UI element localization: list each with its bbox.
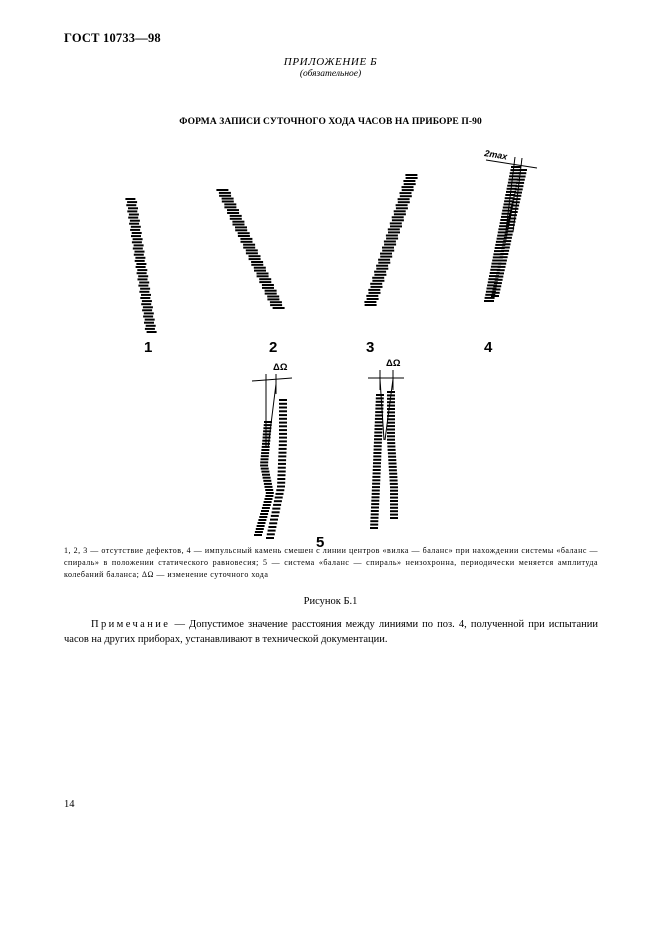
label-4: 4 bbox=[484, 339, 493, 356]
figure-legend: 1, 2, 3 — отсутствие дефектов, 4 — импульсный камень смешен с линии центров «вилка — баланс» при нахождении системы «баланс — спираль» в положении статического равновесия; 5 — система «баланс — спираль» неизохронна, периодически меняется амплитуда колебаний баланса; ΔΩ — изменение суточного хода bbox=[64, 546, 598, 579]
angle-tick-a1 bbox=[252, 378, 292, 381]
standard-header: ГОСТ 10733—98 bbox=[64, 31, 161, 45]
appendix-subtitle: (обязательное) bbox=[299, 69, 362, 79]
label-2: 2 bbox=[269, 339, 278, 356]
label-5: 5 bbox=[316, 534, 325, 551]
note-text: — Допустимое значение расстояния между линиями по поз. 4, полученной при испытании часов на других приборах, устанавливают в технической документации. bbox=[64, 619, 598, 645]
two-max-label: 2max bbox=[483, 148, 508, 162]
delta-omega-label-a: ΔΩ bbox=[273, 362, 288, 373]
figure-heading: ФОРМА ЗАПИСИ СУТОЧНОГО ХОДА ЧАСОВ НА ПРИБОРЕ П-90 bbox=[179, 117, 482, 127]
angle-ray-right-a bbox=[268, 384, 276, 448]
note-label: Примечание bbox=[91, 619, 171, 630]
figure-caption: Рисунок Б.1 bbox=[303, 596, 358, 607]
note-paragraph bbox=[64, 617, 598, 647]
delta-omega-label-b: ΔΩ bbox=[386, 358, 401, 369]
label-1: 1 bbox=[144, 339, 153, 356]
appendix-title: ПРИЛОЖЕНИЕ Б bbox=[283, 56, 378, 68]
page-number: 14 bbox=[64, 799, 75, 810]
label-3: 3 bbox=[366, 339, 375, 356]
